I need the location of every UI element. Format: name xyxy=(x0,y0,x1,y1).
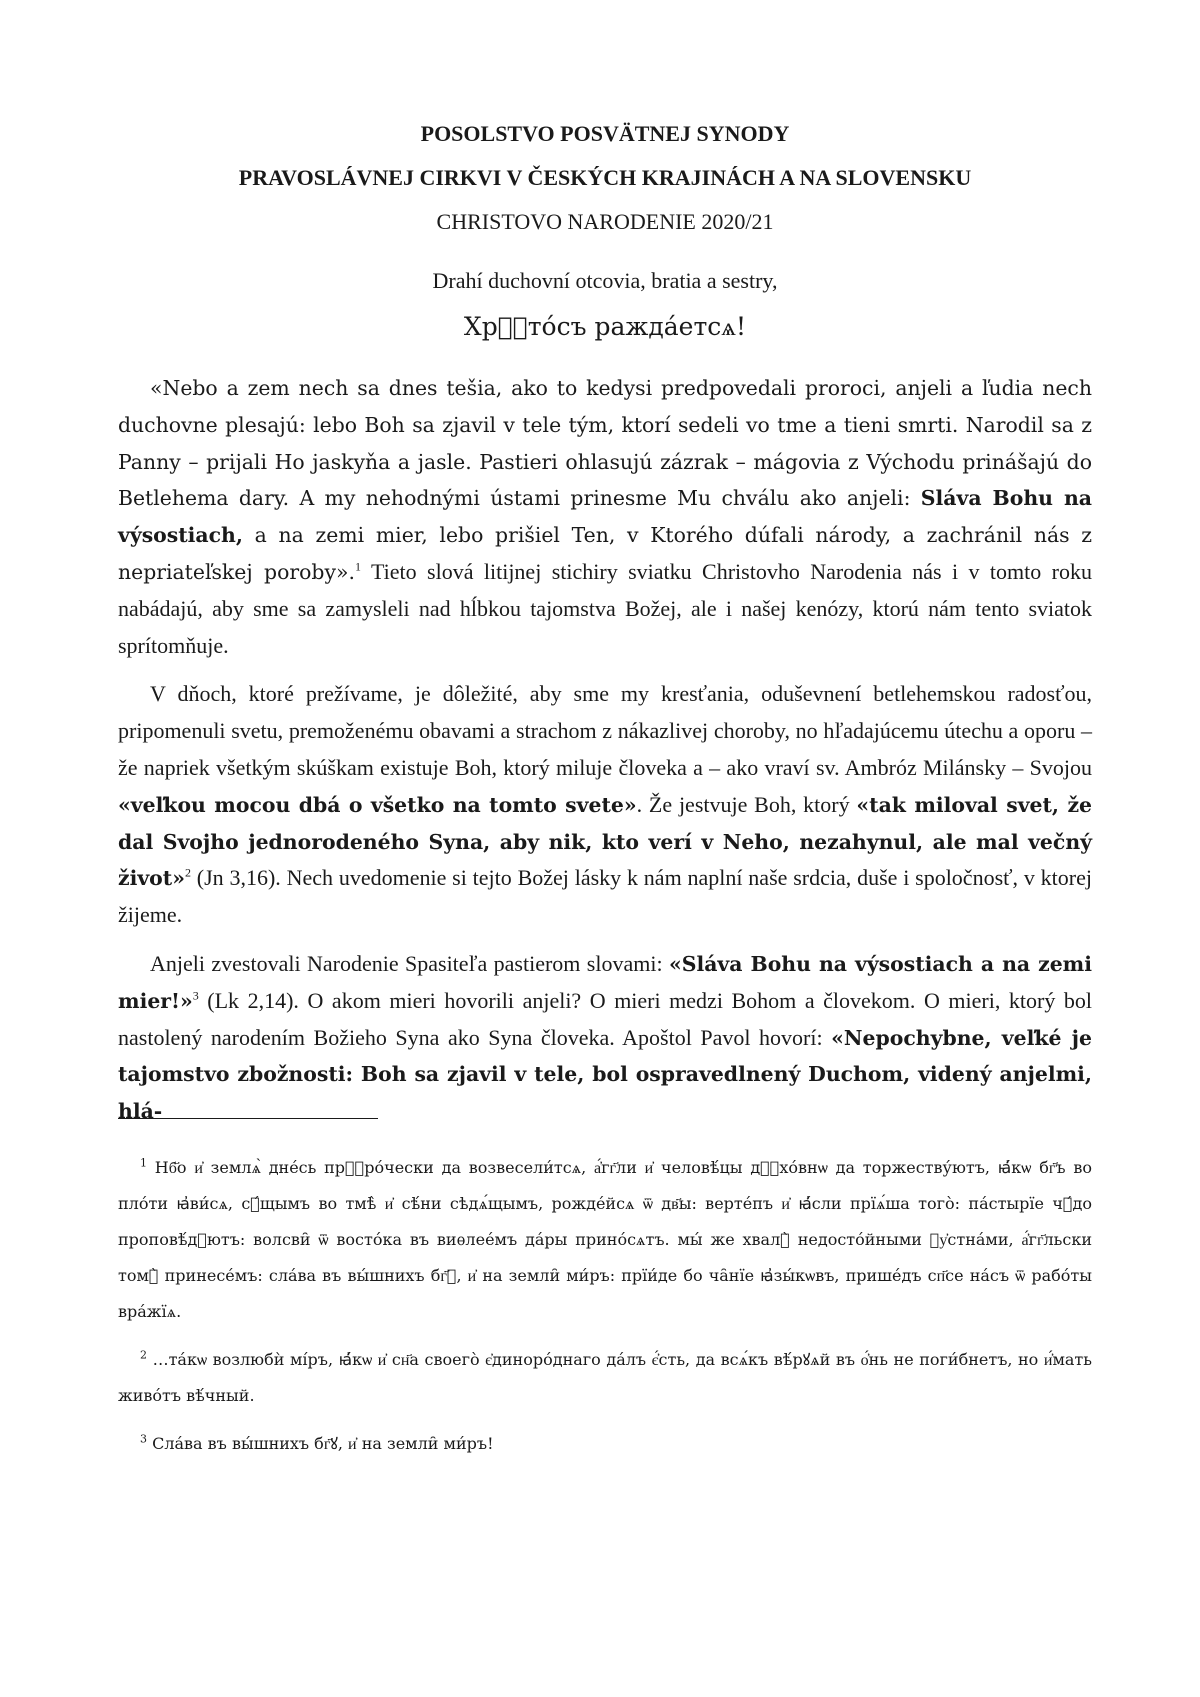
footnote-number: 1 xyxy=(140,1156,147,1170)
paul-quote: «Nepochybne, veľké je tajomstvo zbožnosti: Boh sa zjavil v tele, bol ospravedlnený Duchom, videný anjelmi, hlá- xyxy=(118,1025,1092,1124)
paragraph-2-text-1: V dňoch, ktoré prežívame, je dôležité, aby sme my kresťania, oduševnení betlehemskou radosťou, pripomenuli svetu, premoženému obavami a strachom z nákazlivej choroby, no hľadajúcemu útechu a oporu – že napriek všetkým skúškam existuje Boh, ktorý miluje človeka a – ako vraví sv. Ambróz Milánsky – Svojou xyxy=(118,681,1092,780)
stichira-quote-bold: Sláva Bohu na výsostiach, xyxy=(118,486,1092,548)
footnote-3 xyxy=(118,1426,1092,1462)
footnote-number: 2 xyxy=(140,1348,147,1362)
footnote-ref-1: 1 xyxy=(354,559,361,574)
header-line-3: CHRISTOVO NARODENIE 2020/21 xyxy=(436,209,774,234)
footnote-ref-3: 3 xyxy=(192,988,199,1003)
paragraph-1-text: Tieto slová litijnej stichiry sviatku Christovho Narodenia nás i v tomto roku nabádajú, aby sme sa zamysleli nad hĺbkou tajomstva Božej, ale i našej kenózy, ktorú nám tento sviatok sprítomňuje. xyxy=(118,558,1092,658)
paragraph-1 xyxy=(118,370,1092,664)
church-slavonic-greeting: Хрⷭ҇то́съ ражда́етсѧ! xyxy=(463,312,747,341)
header-line-2: PRAVOSLÁVNEJ CIRKVI V ČESKÝCH KRAJINÁCH A NA SLOVENSKU xyxy=(238,165,972,190)
footnote-1 xyxy=(118,1150,1092,1330)
paragraph-3 xyxy=(118,946,1092,1130)
footnote-2 xyxy=(118,1342,1092,1414)
paragraph-2 xyxy=(118,676,1092,934)
document-header xyxy=(118,112,1092,244)
footnote-text: …та́кѡ возлюбѝ мі́ръ, ꙗ҆́кѡ и҆ сн҃а своего̀ є҆динoро́днаго да́лъ є҆́сть, да всѧ́къ вѣ́рꙋѧй въ о҆́нь не поги́бнетъ, но и҆́мать живо́тъ вѣ́чный. xyxy=(118,1350,1092,1405)
paragraph-3-text-2: (Lk 2,14). O akom mieri hovorili anjeli? O mieri medzi Bohom a človekom. O mieri, ktorý bol nastolený narodením Božieho Syna ako Syna človeka. Apoštol Pavol hovorí: xyxy=(118,987,1092,1050)
footnote-text: Сла́ва въ вы́шнихъ бг҃ꙋ, и҆ на земли̑ ми́ръ! xyxy=(152,1434,494,1453)
ambrose-quote: «veľkou mocou dbá o všetko na tomto svete» xyxy=(118,792,637,817)
stichira-quote: «Nebo a zem nech sa dnes tešia, ako to kedysi predpovedali proroci, anjeli a ľudia nech duchovne plesajú: lebo Boh sa zjavil v tele tým, ktorí sedeli vo tme a tieni smrti. Narodil sa z Panny – prijali Ho jaskyňa a jasle. Pastieri ohlasujú zázrak – mágovia z Východu prinášajú do Betlehema dary. A my nehodnými ústami prinesme Mu chválu ako anjeli: xyxy=(118,376,1092,511)
stichira-quote-end: a na zemi mier, lebo prišiel Ten, v Ktorého dúfali národy, a zachránil nás z nepriateľskej poroby». xyxy=(118,523,1092,584)
letter-body xyxy=(118,370,1092,1130)
john-quote: «tak miloval svet, že dal Svojho jednorodeného Syna, aby nik, kto verí v Neho, nezahynul, ale mal večný život» xyxy=(118,792,1092,891)
greeting: Drahí duchovní otcovia, bratia a sestry, xyxy=(432,268,778,293)
paragraph-3-text-1: Anjeli zvestovali Narodenie Spasiteľa pastierom slovami: xyxy=(150,950,669,976)
luke-quote: «Sláva Bohu na výsostiach a na zemi mier!» xyxy=(118,951,1092,1013)
paragraph-2-text-3: (Jn 3,16). Nech uvedomenie si tejto Božej lásky k nám naplní naše srdcia, duše i spoločnosť, v ktorej žijeme. xyxy=(118,865,1092,928)
paragraph-2-text-2: . Že jestvuje Boh, ktorý xyxy=(636,791,857,817)
footnote-separator xyxy=(118,1118,378,1119)
header-line-1: POSOLSTVO POSVÄTNEJ SYNODY xyxy=(420,121,790,146)
footnote-ref-2: 2 xyxy=(184,866,191,881)
footnote-text: Нб҃о и҆ землѧ̀ дне́сь прⷪ҇ро́чески да возвесели́тсѧ, а҆́гг҃ли и҆ человѣ́цы дꙋ҆хо́внѡ да торжеству́ютъ, ꙗ҆́кѡ бг҃ъ во пло́ти ꙗ҆ви́сѧ, сꙋ́щымъ во тмѣ̀ и҆ сѣ́ни сѣдѧ́щымъ, рожде́йсѧ ѿ дв҃ы: верте́пъ и҆ ꙗ҆́сли прїѧ́ша того̀: па́стырїе чꙋ́до проповѣ́дꙋютъ: волсви̑ ѿ восто́ка въ виѳлее́мъ да́ры прино́сѧтъ. мы́ же хвалꙋ̀ недосто́йными ᲂу҆стна́ми, а҆́гг҃льски томꙋ̀ принесе́мъ: сла́ва въ вы́шнихъ бг҃ꙋ, и҆ на земли̑ ми́ръ: прїи́де бо ча̑нїе ꙗ҆зы́кѡвъ, прише́дъ сп҃се на́съ ѿ рабо́ты вра́жїѧ. xyxy=(118,1158,1093,1321)
footnote-number: 3 xyxy=(140,1432,147,1446)
footnotes xyxy=(118,1150,1092,1474)
